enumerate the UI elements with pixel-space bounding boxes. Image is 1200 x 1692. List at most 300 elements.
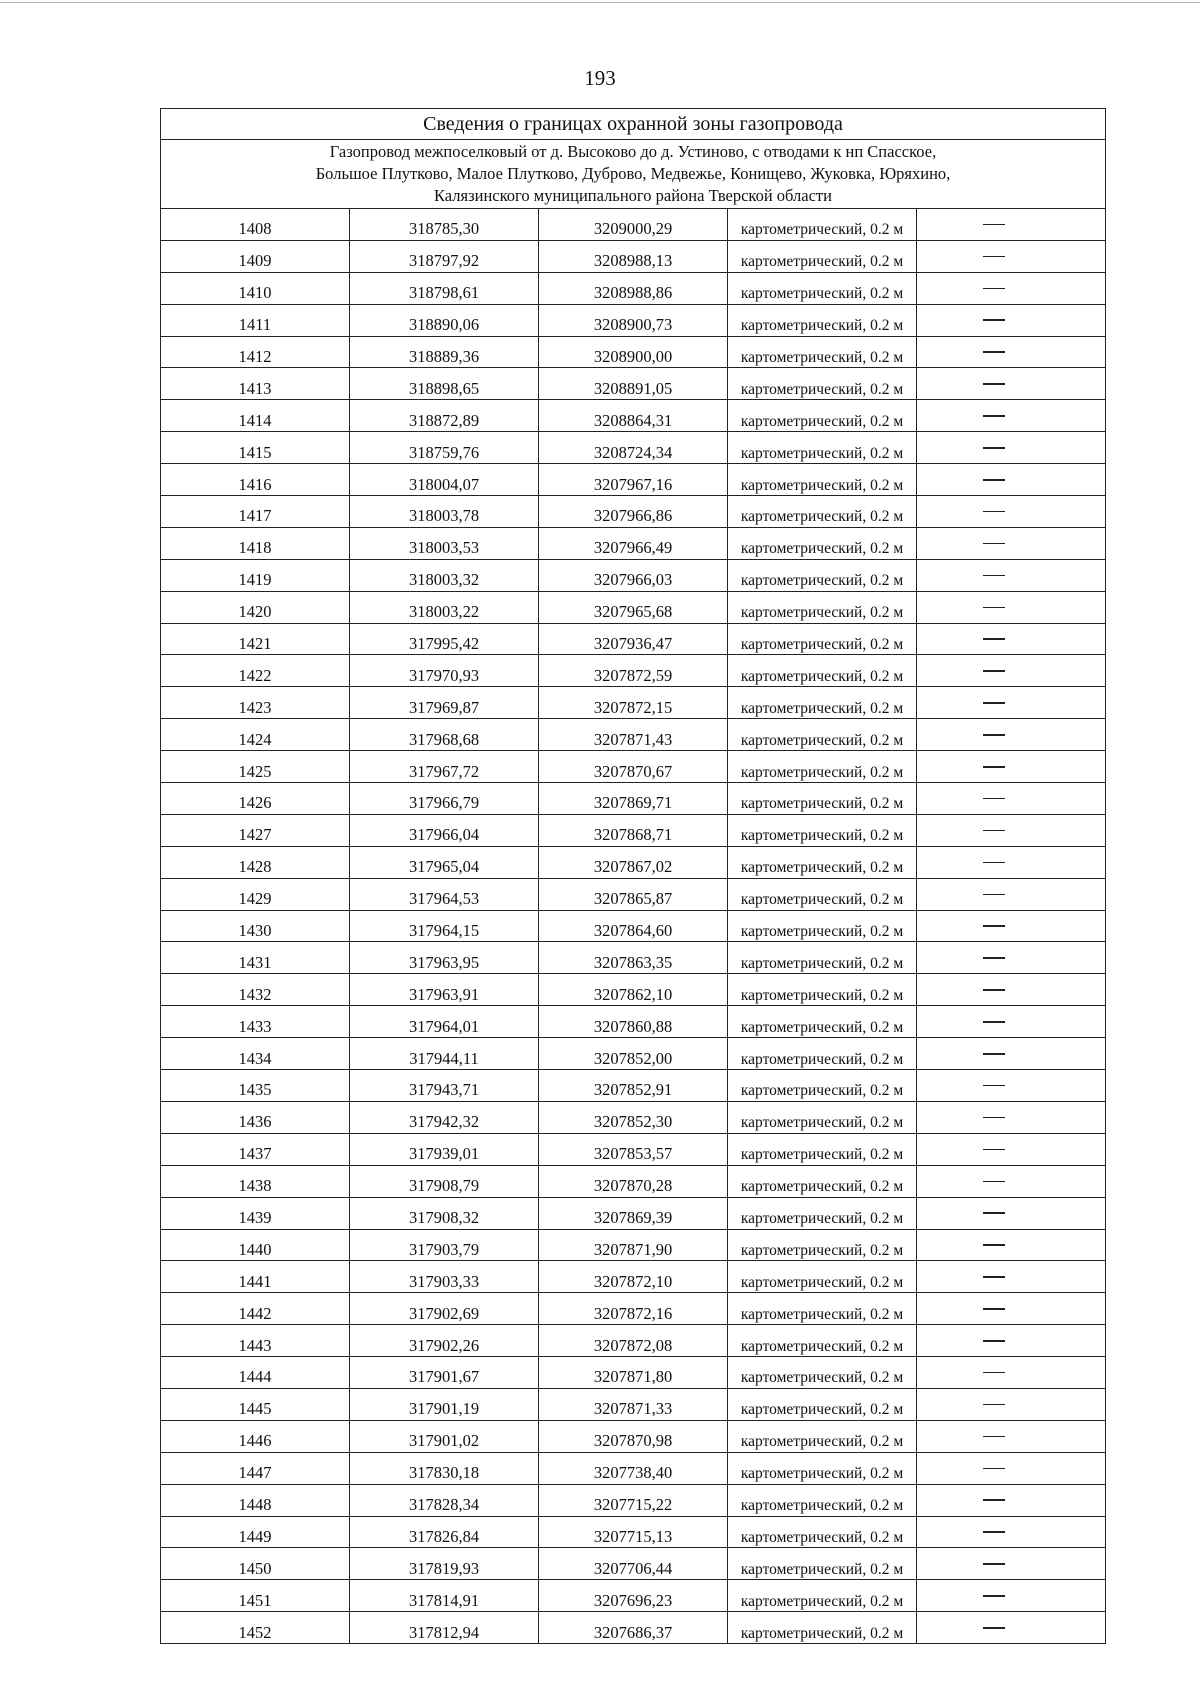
y-coordinate-cell: 3207696,23 xyxy=(539,1580,728,1612)
description-cell xyxy=(917,1325,1106,1357)
empty-dash xyxy=(983,1276,1005,1278)
table-row xyxy=(161,1420,1106,1452)
method-cell: картометрический, 0.2 м xyxy=(728,1420,917,1452)
point-number-cell: 1447 xyxy=(161,1452,350,1484)
method-cell: картометрический, 0.2 м xyxy=(728,1133,917,1165)
table-row xyxy=(161,400,1106,432)
y-coordinate-cell: 3207871,33 xyxy=(539,1388,728,1420)
x-coordinate-cell: 317964,01 xyxy=(350,1006,539,1038)
empty-dash xyxy=(983,1404,1005,1406)
table-row xyxy=(161,1197,1106,1229)
y-coordinate-cell: 3207738,40 xyxy=(539,1452,728,1484)
description-cell xyxy=(917,814,1106,846)
description-cell xyxy=(917,1357,1106,1389)
description-cell xyxy=(917,687,1106,719)
point-number-cell: 1429 xyxy=(161,878,350,910)
point-number-cell: 1410 xyxy=(161,272,350,304)
table-row xyxy=(161,1038,1106,1070)
empty-dash xyxy=(983,1595,1005,1597)
table-row xyxy=(161,846,1106,878)
empty-dash xyxy=(983,638,1005,640)
y-coordinate-cell: 3207869,71 xyxy=(539,783,728,815)
x-coordinate-cell: 318003,22 xyxy=(350,591,539,623)
method-cell: картометрический, 0.2 м xyxy=(728,1484,917,1516)
table-row xyxy=(161,1580,1106,1612)
table-subtitle xyxy=(161,140,1106,209)
empty-dash xyxy=(983,288,1005,290)
method-cell: картометрический, 0.2 м xyxy=(728,846,917,878)
method-cell: картометрический, 0.2 м xyxy=(728,1006,917,1038)
empty-dash xyxy=(983,1372,1005,1374)
description-cell xyxy=(917,974,1106,1006)
method-cell: картометрический, 0.2 м xyxy=(728,719,917,751)
table-row xyxy=(161,878,1106,910)
empty-dash xyxy=(983,1563,1005,1565)
empty-dash xyxy=(983,1627,1005,1629)
y-coordinate-cell: 3207852,00 xyxy=(539,1038,728,1070)
table-row xyxy=(161,1070,1106,1102)
table-row xyxy=(161,1388,1106,1420)
description-cell xyxy=(917,591,1106,623)
empty-dash xyxy=(983,479,1005,481)
method-cell: картометрический, 0.2 м xyxy=(728,1548,917,1580)
method-cell: картометрический, 0.2 м xyxy=(728,464,917,496)
y-coordinate-cell: 3207852,91 xyxy=(539,1070,728,1102)
point-number-cell: 1440 xyxy=(161,1229,350,1261)
description-cell xyxy=(917,1133,1106,1165)
method-cell: картометрический, 0.2 м xyxy=(728,1580,917,1612)
table-row xyxy=(161,591,1106,623)
y-coordinate-cell: 3207872,08 xyxy=(539,1325,728,1357)
x-coordinate-cell: 317964,53 xyxy=(350,878,539,910)
x-coordinate-cell: 318759,76 xyxy=(350,432,539,464)
table-row xyxy=(161,1516,1106,1548)
y-coordinate-cell: 3207872,16 xyxy=(539,1293,728,1325)
point-number-cell: 1412 xyxy=(161,336,350,368)
table-row xyxy=(161,1612,1106,1644)
x-coordinate-cell: 317908,79 xyxy=(350,1165,539,1197)
y-coordinate-cell: 3207862,10 xyxy=(539,974,728,1006)
y-coordinate-cell: 3207853,57 xyxy=(539,1133,728,1165)
point-number-cell: 1435 xyxy=(161,1070,350,1102)
y-coordinate-cell: 3208988,86 xyxy=(539,272,728,304)
x-coordinate-cell: 317968,68 xyxy=(350,719,539,751)
x-coordinate-cell: 317967,72 xyxy=(350,751,539,783)
point-number-cell: 1414 xyxy=(161,400,350,432)
y-coordinate-cell: 3208900,00 xyxy=(539,336,728,368)
method-cell: картометрический, 0.2 м xyxy=(728,240,917,272)
method-cell: картометрический, 0.2 м xyxy=(728,1293,917,1325)
point-number-cell: 1434 xyxy=(161,1038,350,1070)
empty-dash xyxy=(983,1181,1005,1183)
y-coordinate-cell: 3207869,39 xyxy=(539,1197,728,1229)
y-coordinate-cell: 3207867,02 xyxy=(539,846,728,878)
y-coordinate-cell: 3207966,49 xyxy=(539,527,728,559)
y-coordinate-cell: 3207871,43 xyxy=(539,719,728,751)
table-row xyxy=(161,974,1106,1006)
table-row xyxy=(161,687,1106,719)
description-cell xyxy=(917,496,1106,528)
empty-dash xyxy=(983,575,1005,577)
x-coordinate-cell: 318898,65 xyxy=(350,368,539,400)
table-row xyxy=(161,814,1106,846)
x-coordinate-cell: 317814,91 xyxy=(350,1580,539,1612)
method-cell: картометрический, 0.2 м xyxy=(728,432,917,464)
y-coordinate-cell: 3207872,59 xyxy=(539,655,728,687)
x-coordinate-cell: 317964,15 xyxy=(350,910,539,942)
empty-dash xyxy=(983,1436,1005,1438)
table-row xyxy=(161,559,1106,591)
description-cell xyxy=(917,751,1106,783)
point-number-cell: 1446 xyxy=(161,1420,350,1452)
description-cell xyxy=(917,304,1106,336)
point-number-cell: 1415 xyxy=(161,432,350,464)
x-coordinate-cell: 317830,18 xyxy=(350,1452,539,1484)
description-cell xyxy=(917,1038,1106,1070)
table-row xyxy=(161,368,1106,400)
empty-dash xyxy=(983,830,1005,832)
method-cell: картометрический, 0.2 м xyxy=(728,1165,917,1197)
point-number-cell: 1452 xyxy=(161,1612,350,1644)
x-coordinate-cell: 317944,11 xyxy=(350,1038,539,1070)
y-coordinate-cell: 3207870,28 xyxy=(539,1165,728,1197)
empty-dash xyxy=(983,1212,1005,1214)
x-coordinate-cell: 317826,84 xyxy=(350,1516,539,1548)
empty-dash xyxy=(983,351,1005,353)
subtitle-line: Калязинского муниципального района Тверской области xyxy=(434,186,832,205)
table-row xyxy=(161,623,1106,655)
y-coordinate-cell: 3208988,13 xyxy=(539,240,728,272)
table-row xyxy=(161,655,1106,687)
description-cell xyxy=(917,910,1106,942)
empty-dash xyxy=(983,1499,1005,1501)
description-cell xyxy=(917,1420,1106,1452)
empty-dash xyxy=(983,702,1005,704)
empty-dash xyxy=(983,1244,1005,1246)
y-coordinate-cell: 3207966,03 xyxy=(539,559,728,591)
x-coordinate-cell: 318003,32 xyxy=(350,559,539,591)
empty-dash xyxy=(983,319,1005,321)
x-coordinate-cell: 317903,33 xyxy=(350,1261,539,1293)
y-coordinate-cell: 3208864,31 xyxy=(539,400,728,432)
y-coordinate-cell: 3207863,35 xyxy=(539,942,728,974)
table-row xyxy=(161,910,1106,942)
method-cell: картометрический, 0.2 м xyxy=(728,1038,917,1070)
description-cell xyxy=(917,336,1106,368)
method-cell: картометрический, 0.2 м xyxy=(728,1388,917,1420)
description-cell xyxy=(917,1516,1106,1548)
description-cell xyxy=(917,1388,1106,1420)
x-coordinate-cell: 317963,95 xyxy=(350,942,539,974)
y-coordinate-cell: 3207872,10 xyxy=(539,1261,728,1293)
point-number-cell: 1439 xyxy=(161,1197,350,1229)
y-coordinate-cell: 3207715,13 xyxy=(539,1516,728,1548)
description-cell xyxy=(917,1006,1106,1038)
description-cell xyxy=(917,272,1106,304)
x-coordinate-cell: 317970,93 xyxy=(350,655,539,687)
method-cell: картометрический, 0.2 м xyxy=(728,304,917,336)
table-row xyxy=(161,1293,1106,1325)
table-row xyxy=(161,527,1106,559)
x-coordinate-cell: 317903,79 xyxy=(350,1229,539,1261)
description-cell xyxy=(917,623,1106,655)
table-subtitle-row xyxy=(161,140,1106,209)
empty-dash xyxy=(983,989,1005,991)
point-number-cell: 1449 xyxy=(161,1516,350,1548)
empty-dash xyxy=(983,1053,1005,1055)
coordinates-table xyxy=(160,108,1106,1644)
table-row xyxy=(161,1325,1106,1357)
description-cell xyxy=(917,1293,1106,1325)
empty-dash xyxy=(983,798,1005,800)
method-cell: картометрический, 0.2 м xyxy=(728,910,917,942)
point-number-cell: 1438 xyxy=(161,1165,350,1197)
description-cell xyxy=(917,559,1106,591)
method-cell: картометрический, 0.2 м xyxy=(728,878,917,910)
empty-dash xyxy=(983,734,1005,736)
point-number-cell: 1420 xyxy=(161,591,350,623)
table-row xyxy=(161,432,1106,464)
y-coordinate-cell: 3209000,29 xyxy=(539,209,728,241)
point-number-cell: 1418 xyxy=(161,527,350,559)
x-coordinate-cell: 318889,36 xyxy=(350,336,539,368)
table-row xyxy=(161,783,1106,815)
point-number-cell: 1416 xyxy=(161,464,350,496)
subtitle-line: Большое Плутково, Малое Плутково, Дуброво, Медвежье, Конищево, Жуковка, Юряхино, xyxy=(315,164,951,183)
point-number-cell: 1408 xyxy=(161,209,350,241)
empty-dash xyxy=(983,1149,1005,1151)
x-coordinate-cell: 317819,93 xyxy=(350,1548,539,1580)
point-number-cell: 1437 xyxy=(161,1133,350,1165)
table-row xyxy=(161,1229,1106,1261)
point-number-cell: 1427 xyxy=(161,814,350,846)
table-row xyxy=(161,496,1106,528)
table-row xyxy=(161,272,1106,304)
y-coordinate-cell: 3207870,67 xyxy=(539,751,728,783)
empty-dash xyxy=(983,415,1005,417)
table-row xyxy=(161,1484,1106,1516)
empty-dash xyxy=(983,1117,1005,1119)
method-cell: картометрический, 0.2 м xyxy=(728,209,917,241)
x-coordinate-cell: 317965,04 xyxy=(350,846,539,878)
scan-edge-line xyxy=(0,2,1200,3)
method-cell: картометрический, 0.2 м xyxy=(728,1229,917,1261)
point-number-cell: 1411 xyxy=(161,304,350,336)
x-coordinate-cell: 317943,71 xyxy=(350,1070,539,1102)
method-cell: картометрический, 0.2 м xyxy=(728,1612,917,1644)
point-number-cell: 1441 xyxy=(161,1261,350,1293)
table-row xyxy=(161,1101,1106,1133)
x-coordinate-cell: 317995,42 xyxy=(350,623,539,655)
x-coordinate-cell: 317963,91 xyxy=(350,974,539,1006)
x-coordinate-cell: 317901,02 xyxy=(350,1420,539,1452)
x-coordinate-cell: 318003,78 xyxy=(350,496,539,528)
table-row xyxy=(161,1548,1106,1580)
description-cell xyxy=(917,942,1106,974)
x-coordinate-cell: 317908,32 xyxy=(350,1197,539,1229)
method-cell: картометрический, 0.2 м xyxy=(728,1197,917,1229)
y-coordinate-cell: 3207865,87 xyxy=(539,878,728,910)
method-cell: картометрический, 0.2 м xyxy=(728,527,917,559)
method-cell: картометрический, 0.2 м xyxy=(728,1101,917,1133)
table-row xyxy=(161,1452,1106,1484)
x-coordinate-cell: 317942,32 xyxy=(350,1101,539,1133)
description-cell xyxy=(917,878,1106,910)
point-number-cell: 1448 xyxy=(161,1484,350,1516)
empty-dash xyxy=(983,607,1005,609)
point-number-cell: 1424 xyxy=(161,719,350,751)
description-cell xyxy=(917,1452,1106,1484)
y-coordinate-cell: 3207967,16 xyxy=(539,464,728,496)
empty-dash xyxy=(983,862,1005,864)
point-number-cell: 1442 xyxy=(161,1293,350,1325)
x-coordinate-cell: 318003,53 xyxy=(350,527,539,559)
x-coordinate-cell: 317902,26 xyxy=(350,1325,539,1357)
method-cell: картометрический, 0.2 м xyxy=(728,1325,917,1357)
y-coordinate-cell: 3207872,15 xyxy=(539,687,728,719)
point-number-cell: 1409 xyxy=(161,240,350,272)
x-coordinate-cell: 318797,92 xyxy=(350,240,539,272)
x-coordinate-cell: 317901,19 xyxy=(350,1388,539,1420)
description-cell xyxy=(917,1165,1106,1197)
method-cell: картометрический, 0.2 м xyxy=(728,687,917,719)
empty-dash xyxy=(983,894,1005,896)
empty-dash xyxy=(983,447,1005,449)
method-cell: картометрический, 0.2 м xyxy=(728,1516,917,1548)
x-coordinate-cell: 318798,61 xyxy=(350,272,539,304)
point-number-cell: 1419 xyxy=(161,559,350,591)
x-coordinate-cell: 317901,67 xyxy=(350,1357,539,1389)
method-cell: картометрический, 0.2 м xyxy=(728,1452,917,1484)
point-number-cell: 1417 xyxy=(161,496,350,528)
point-number-cell: 1423 xyxy=(161,687,350,719)
empty-dash xyxy=(983,543,1005,545)
subtitle-line: Газопровод межпоселковый от д. Высоково до д. Устиново, с отводами к нп Спасское, xyxy=(329,142,937,161)
description-cell xyxy=(917,1070,1106,1102)
point-number-cell: 1451 xyxy=(161,1580,350,1612)
method-cell: картометрический, 0.2 м xyxy=(728,655,917,687)
x-coordinate-cell: 318004,07 xyxy=(350,464,539,496)
x-coordinate-cell: 317828,34 xyxy=(350,1484,539,1516)
empty-dash xyxy=(983,1531,1005,1533)
empty-dash xyxy=(983,1468,1005,1470)
empty-dash xyxy=(983,1308,1005,1310)
point-number-cell: 1428 xyxy=(161,846,350,878)
description-cell xyxy=(917,209,1106,241)
description-cell xyxy=(917,464,1106,496)
x-coordinate-cell: 317969,87 xyxy=(350,687,539,719)
point-number-cell: 1425 xyxy=(161,751,350,783)
x-coordinate-cell: 318890,06 xyxy=(350,304,539,336)
table-row xyxy=(161,1133,1106,1165)
method-cell: картометрический, 0.2 м xyxy=(728,272,917,304)
x-coordinate-cell: 318872,89 xyxy=(350,400,539,432)
description-cell xyxy=(917,719,1106,751)
method-cell: картометрический, 0.2 м xyxy=(728,591,917,623)
description-cell xyxy=(917,783,1106,815)
x-coordinate-cell: 318785,30 xyxy=(350,209,539,241)
x-coordinate-cell: 317939,01 xyxy=(350,1133,539,1165)
empty-dash xyxy=(983,1021,1005,1023)
method-cell: картометрический, 0.2 м xyxy=(728,942,917,974)
page-number: 193 xyxy=(584,66,616,90)
empty-dash xyxy=(983,1085,1005,1087)
empty-dash xyxy=(983,224,1005,226)
x-coordinate-cell: 317966,79 xyxy=(350,783,539,815)
table-row xyxy=(161,304,1106,336)
empty-dash xyxy=(983,670,1005,672)
description-cell xyxy=(917,1612,1106,1644)
table-row xyxy=(161,942,1106,974)
x-coordinate-cell: 317812,94 xyxy=(350,1612,539,1644)
y-coordinate-cell: 3207860,88 xyxy=(539,1006,728,1038)
method-cell: картометрический, 0.2 м xyxy=(728,751,917,783)
point-number-cell: 1430 xyxy=(161,910,350,942)
method-cell: картометрический, 0.2 м xyxy=(728,1357,917,1389)
description-cell xyxy=(917,1484,1106,1516)
y-coordinate-cell: 3207936,47 xyxy=(539,623,728,655)
description-cell xyxy=(917,400,1106,432)
x-coordinate-cell: 317902,69 xyxy=(350,1293,539,1325)
x-coordinate-cell: 317966,04 xyxy=(350,814,539,846)
description-cell xyxy=(917,527,1106,559)
description-cell xyxy=(917,432,1106,464)
empty-dash xyxy=(983,256,1005,258)
empty-dash xyxy=(983,766,1005,768)
table-row xyxy=(161,209,1106,241)
empty-dash xyxy=(983,511,1005,513)
description-cell xyxy=(917,655,1106,687)
y-coordinate-cell: 3207686,37 xyxy=(539,1612,728,1644)
table-row xyxy=(161,336,1106,368)
method-cell: картометрический, 0.2 м xyxy=(728,814,917,846)
description-cell xyxy=(917,846,1106,878)
method-cell: картометрический, 0.2 м xyxy=(728,368,917,400)
point-number-cell: 1431 xyxy=(161,942,350,974)
y-coordinate-cell: 3208891,05 xyxy=(539,368,728,400)
method-cell: картометрический, 0.2 м xyxy=(728,559,917,591)
y-coordinate-cell: 3207965,68 xyxy=(539,591,728,623)
empty-dash xyxy=(983,1340,1005,1342)
description-cell xyxy=(917,368,1106,400)
point-number-cell: 1436 xyxy=(161,1101,350,1133)
empty-dash xyxy=(983,925,1005,927)
point-number-cell: 1421 xyxy=(161,623,350,655)
table-title: Сведения о границах охранной зоны газопровода xyxy=(161,109,1106,140)
description-cell xyxy=(917,1548,1106,1580)
y-coordinate-cell: 3207870,98 xyxy=(539,1420,728,1452)
method-cell: картометрический, 0.2 м xyxy=(728,336,917,368)
method-cell: картометрический, 0.2 м xyxy=(728,974,917,1006)
table-row xyxy=(161,751,1106,783)
empty-dash xyxy=(983,383,1005,385)
table-title-row xyxy=(161,109,1106,140)
y-coordinate-cell: 3207852,30 xyxy=(539,1101,728,1133)
description-cell xyxy=(917,1580,1106,1612)
y-coordinate-cell: 3208900,73 xyxy=(539,304,728,336)
point-number-cell: 1450 xyxy=(161,1548,350,1580)
method-cell: картометрический, 0.2 м xyxy=(728,623,917,655)
table-row xyxy=(161,1006,1106,1038)
point-number-cell: 1413 xyxy=(161,368,350,400)
point-number-cell: 1445 xyxy=(161,1388,350,1420)
method-cell: картометрический, 0.2 м xyxy=(728,1070,917,1102)
y-coordinate-cell: 3207966,86 xyxy=(539,496,728,528)
y-coordinate-cell: 3207868,71 xyxy=(539,814,728,846)
method-cell: картометрический, 0.2 м xyxy=(728,783,917,815)
table-row xyxy=(161,1261,1106,1293)
method-cell: картометрический, 0.2 м xyxy=(728,1261,917,1293)
